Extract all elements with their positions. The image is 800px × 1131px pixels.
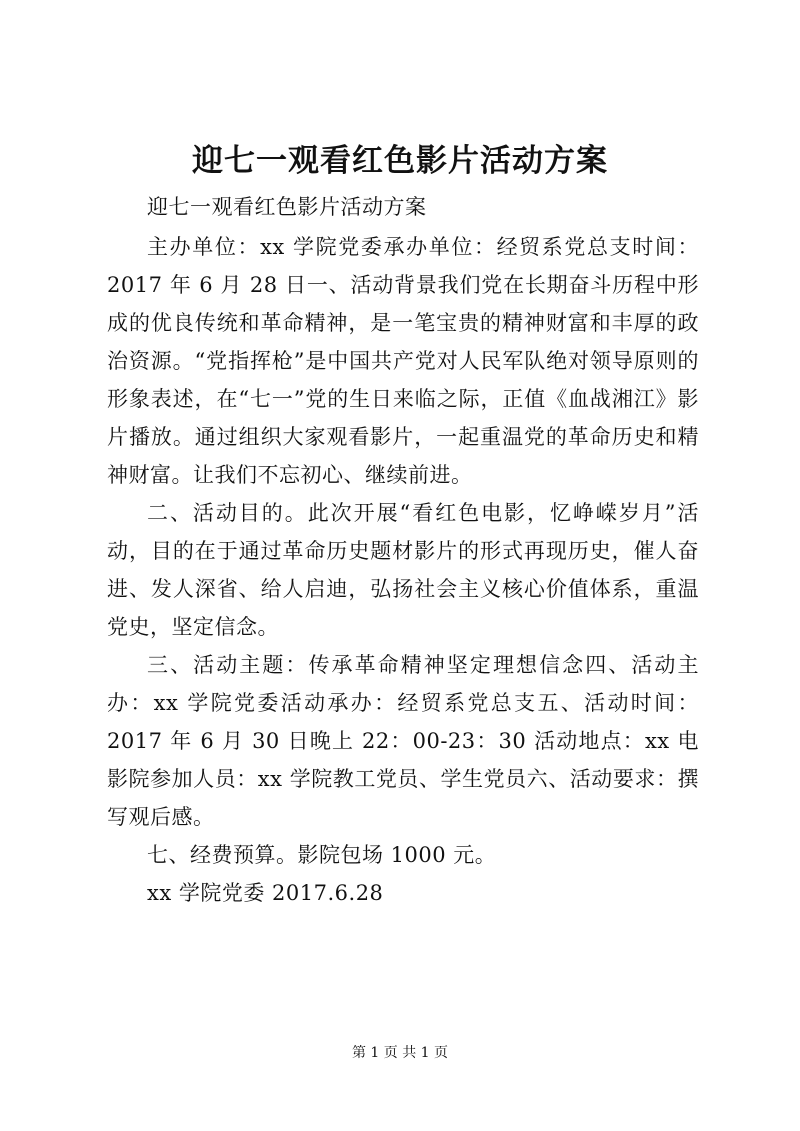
page-footer: 第 1 页 共 1 页 [351, 1045, 449, 1061]
budget-paragraph: 七、经费预算。影院包场 1000 元。 [147, 843, 497, 867]
document-title: 迎七一观看红色影片活动方案 [192, 143, 608, 179]
theme-schedule-paragraph: 三、活动主题：传承革命精神坚定理想信念四、活动主办：xx 学院党委活动承办：经贸系党总支五、活动时间：2017 年 6 月 30 日晚上 22：00-23：30 活动地点：xx 电影院参加人员：xx 学院教工党员、学生党员六、活动要求：撰写观后感。 [107, 653, 699, 829]
background-paragraph: 主办单位：xx 学院党委承办单位：经贸系党总支时间：2017 年 6 月 28 日一、活动背景我们党在长期奋斗历程中形成的优良传统和革命精神，是一笔宝贵的精神财富和丰厚的政治资源。“党指挥枪”是中国共产党对人民军队绝对领导原则的形象表述，在“七一”党的生日来临之际，正值《血战湘江》影片播放。通过组织大家观看影片，一起重温党的革命历史和精神财富。让我们不忘初心、继续前进。 [107, 235, 699, 487]
purpose-paragraph: 二、活动目的。此次开展“看红色电影，忆峥嵘岁月”活动，目的在于通过革命历史题材影片的形式再现历史，催人奋进、发人深省、给人启迪，弘扬社会主义核心价值体系，重温党史，坚定信念。 [107, 501, 699, 639]
document-body [107, 188, 699, 912]
signature-paragraph: xx 学院党委 2017.6.28 [147, 881, 384, 905]
subtitle-paragraph: 迎七一观看红色影片活动方案 [147, 195, 427, 219]
